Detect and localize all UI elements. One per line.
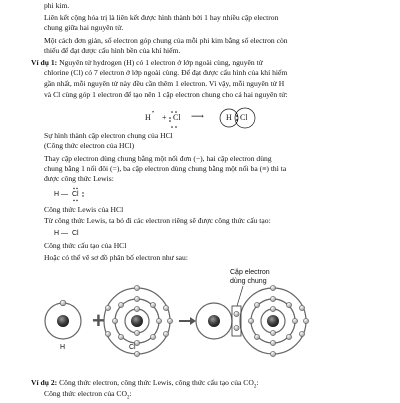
- punct: :: [129, 389, 132, 398]
- text-line: Liên kết cộng hóa trị là liên kết được hình thành bởi 1 hay nhiều cặp electron: [44, 13, 279, 22]
- example-2-label: Ví dụ 2:: [31, 378, 58, 387]
- text-line: phi kim.: [44, 1, 70, 10]
- label-hydrogen: H: [60, 344, 66, 351]
- example-1-paragraph: [31, 58, 263, 67]
- punct: :: [256, 378, 259, 387]
- text-line: chlorine (Cl) có 7 electron ở lớp ngoài cùng. Để đạt được cấu hình của khí hiếm: [44, 68, 288, 77]
- diagram-plus-sign: +: [92, 308, 105, 333]
- subscript: 2: [253, 384, 257, 390]
- shared-electron-pair: [232, 286, 243, 336]
- structural-formula-hcl: [54, 228, 114, 240]
- structural-cl: Cl: [72, 230, 79, 237]
- caption-line-1: Cặp electron: [230, 269, 270, 276]
- plus-sign: +: [162, 113, 167, 122]
- hcl-h-symbol: H: [226, 113, 232, 122]
- hydrogen-symbol: H: [145, 113, 151, 122]
- chlorine-electron-dots: [169, 108, 181, 132]
- shared-pair-caption: [230, 268, 270, 286]
- lewis-lone-pair-dots: [70, 187, 84, 203]
- hydrogen-atom-left: [45, 300, 81, 339]
- electron-formula-hcl: [145, 104, 295, 134]
- label-chlorine: Cl: [129, 344, 136, 351]
- reaction-arrow-icon: ⟶: [191, 111, 204, 121]
- hydrogen-atom-bonded: [196, 303, 232, 339]
- lewis-bond: —: [61, 191, 68, 198]
- electron-dot: •: [152, 110, 155, 116]
- text-line: chung bằng 1 nối đôi (=), ba cặp electron dùng chung bằng một nối ba (≡) thì ta: [44, 164, 287, 173]
- lewis-formula-hcl: [54, 187, 114, 203]
- example-1-label: Ví dụ 1:: [31, 58, 58, 67]
- structural-bond: —: [61, 230, 68, 237]
- text-line: Hoặc có thể vẽ sơ đồ phân bố electron như sau:: [44, 253, 188, 262]
- chlorine-atom-bonded: [240, 285, 309, 356]
- caption-line-2: dùng chung: [230, 278, 267, 285]
- text-line: và Cl cùng góp 1 electron để tạo nên 1 cặp electron chung cho cả hai nguyên tử:: [44, 90, 288, 99]
- chlorine-symbol: Cl: [173, 113, 181, 122]
- text-line: gần nhất, mỗi nguyên tử này đều cần thêm 1 electron. Vì vậy, mỗi nguyên tử H: [44, 79, 285, 88]
- text-line: Từ công thức Lewis, ta bỏ đi các electron riêng sẽ được công thức cấu tạo:: [44, 216, 271, 225]
- text-line: Sự hình thành cặp electron chung của HCl: [44, 131, 173, 140]
- text-line: Công thức cấu tạo của HCl: [44, 241, 127, 250]
- text-line: [44, 389, 132, 403]
- structural-h: H: [54, 230, 60, 237]
- diagram-arrow-icon: [179, 317, 196, 325]
- text-line: chung giữa hai nguyên tử.: [44, 23, 124, 32]
- text-line: Công thức electron, công thức Lewis, công thức cấu tạo của CO: [59, 378, 254, 387]
- pointer-line: [237, 286, 243, 306]
- text-line-content: Công thức electron của CO: [44, 389, 127, 398]
- text-line: Công thức Lewis của HCl: [44, 205, 124, 214]
- subscript: 2: [126, 395, 130, 401]
- electron-shell-diagram: [0, 262, 400, 382]
- text-line: Một cách đơn giản, số electron góp chung của mỗi phi kim bằng số electron còn: [44, 36, 288, 45]
- lewis-h: H: [54, 191, 60, 198]
- text-line: được công thức Lewis:: [44, 174, 114, 183]
- text-line: Thay cặp electron dùng chung bằng một nối đơn (−), hai cặp electron dùng: [44, 154, 272, 163]
- lewis-cl: Cl: [72, 191, 79, 198]
- chlorine-atom-middle: [104, 285, 173, 356]
- hcl-cl-symbol: Cl: [240, 113, 248, 122]
- text-line: Nguyên tử hydrogen (H) có 1 electron ở lớp ngoài cùng, nguyên tử: [59, 58, 263, 67]
- text-line: thiếu để đạt được cấu hình bền của khí hiếm.: [44, 46, 181, 55]
- hcl-shared-pair-circles: [217, 104, 261, 134]
- text-line: (Công thức electron của HCl): [44, 141, 135, 150]
